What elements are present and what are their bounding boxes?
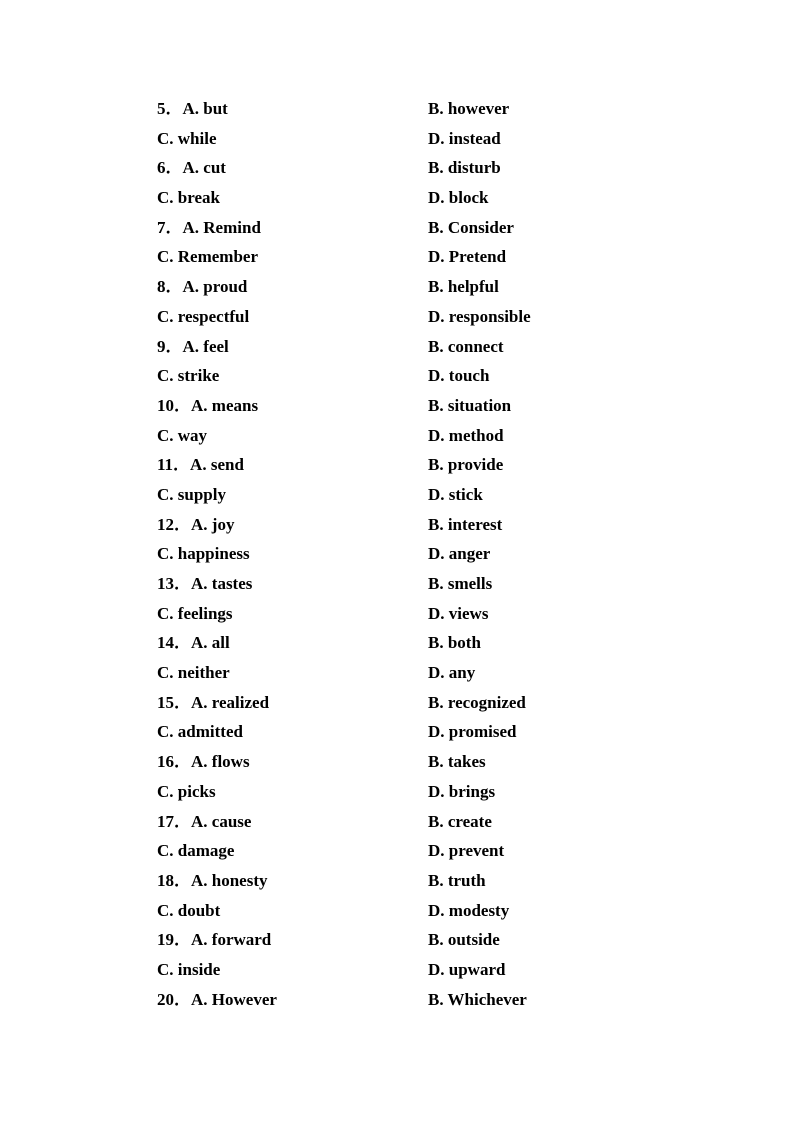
option-row — [157, 690, 637, 720]
option-right: B. Whichever — [428, 989, 527, 1009]
option-row — [157, 898, 637, 928]
option-left: C. feelings — [157, 603, 233, 623]
option-row — [157, 630, 637, 660]
option-right: B. situation — [428, 395, 512, 415]
option-left: 13．A. tastes — [157, 574, 253, 593]
option-row — [157, 155, 637, 185]
option-left: 7．A. Remind — [157, 217, 261, 237]
option-left: 18．A. honesty — [157, 870, 268, 890]
option-left: C. Remember — [157, 247, 259, 267]
option-right: D. modesty — [428, 900, 510, 920]
option-row — [157, 423, 637, 453]
option-right: B. takes — [428, 752, 486, 772]
option-row — [157, 244, 637, 274]
option-row — [157, 215, 637, 245]
option-left: 15．A. realized — [157, 692, 270, 712]
option-left: 5．A. but — [157, 99, 228, 118]
option-left: C. break — [157, 188, 220, 208]
option-left: C. while — [157, 128, 217, 148]
option-right: D. Pretend — [428, 247, 507, 267]
option-row — [157, 334, 637, 364]
option-right: B. smells — [428, 574, 493, 593]
option-right: D. views — [428, 603, 489, 623]
option-left: 6．A. cut — [157, 158, 226, 178]
answer-options-list — [157, 96, 637, 1016]
option-left: 19．A. forward — [157, 930, 272, 950]
option-left: 20．A. However — [157, 989, 277, 1009]
option-left: 16．A. flows — [157, 752, 250, 772]
option-left: C. damage — [157, 841, 235, 861]
option-row — [157, 393, 637, 423]
option-left: C. admitted — [157, 722, 243, 742]
option-right: B. provide — [428, 455, 504, 475]
option-row — [157, 512, 637, 542]
option-left: 8．A. proud — [157, 277, 248, 297]
option-right: B. both — [428, 633, 481, 653]
option-right: B. however — [428, 99, 510, 118]
option-left: C. picks — [157, 781, 216, 801]
option-right: D. stick — [428, 484, 483, 504]
option-left: 9．A. feel — [157, 336, 229, 356]
option-row — [157, 601, 637, 631]
option-row — [157, 185, 637, 215]
option-right: B. Consider — [428, 217, 514, 237]
option-left: 10．A. means — [157, 395, 259, 415]
option-right: D. brings — [428, 781, 496, 801]
option-right: B. helpful — [428, 277, 499, 297]
option-row — [157, 927, 637, 957]
option-right: D. prevent — [428, 841, 505, 861]
option-left: 17．A. cause — [157, 811, 252, 831]
option-right: B. disturb — [428, 158, 501, 178]
option-left: C. doubt — [157, 900, 221, 920]
option-row — [157, 660, 637, 690]
option-row — [157, 304, 637, 334]
option-row — [157, 452, 637, 482]
option-left: 14．A. all — [157, 633, 230, 653]
option-right: B. create — [428, 811, 492, 831]
option-row — [157, 126, 637, 156]
option-row — [157, 987, 637, 1017]
option-right: B. truth — [428, 870, 486, 890]
option-left: 11．A. send — [157, 455, 244, 475]
option-row — [157, 868, 637, 898]
option-left: 12．A. joy — [157, 514, 235, 534]
option-right: B. connect — [428, 336, 504, 356]
option-row — [157, 363, 637, 393]
option-right: D. upward — [428, 959, 506, 979]
option-right: D. responsible — [428, 306, 531, 326]
option-right: D. block — [428, 188, 489, 208]
option-row — [157, 749, 637, 779]
option-right: D. touch — [428, 366, 490, 386]
option-left: C. respectful — [157, 306, 250, 326]
option-row — [157, 809, 637, 839]
option-row — [157, 779, 637, 809]
option-left: C. strike — [157, 366, 220, 386]
option-row — [157, 541, 637, 571]
option-row — [157, 571, 637, 601]
option-right: D. anger — [428, 544, 491, 564]
option-right: D. any — [428, 663, 476, 683]
option-row — [157, 957, 637, 987]
option-row — [157, 274, 637, 304]
option-right: B. outside — [428, 930, 500, 950]
option-right: D. instead — [428, 128, 501, 148]
option-right: B. recognized — [428, 692, 526, 712]
option-row — [157, 96, 637, 126]
option-right: D. method — [428, 425, 504, 445]
option-right: B. interest — [428, 514, 503, 534]
option-right: D. promised — [428, 722, 517, 742]
option-row — [157, 482, 637, 512]
option-row — [157, 719, 637, 749]
option-left: C. neither — [157, 663, 230, 683]
option-left: C. inside — [157, 959, 221, 979]
option-left: C. way — [157, 425, 208, 445]
option-left: C. supply — [157, 484, 226, 504]
option-row — [157, 838, 637, 868]
option-left: C. happiness — [157, 544, 250, 564]
